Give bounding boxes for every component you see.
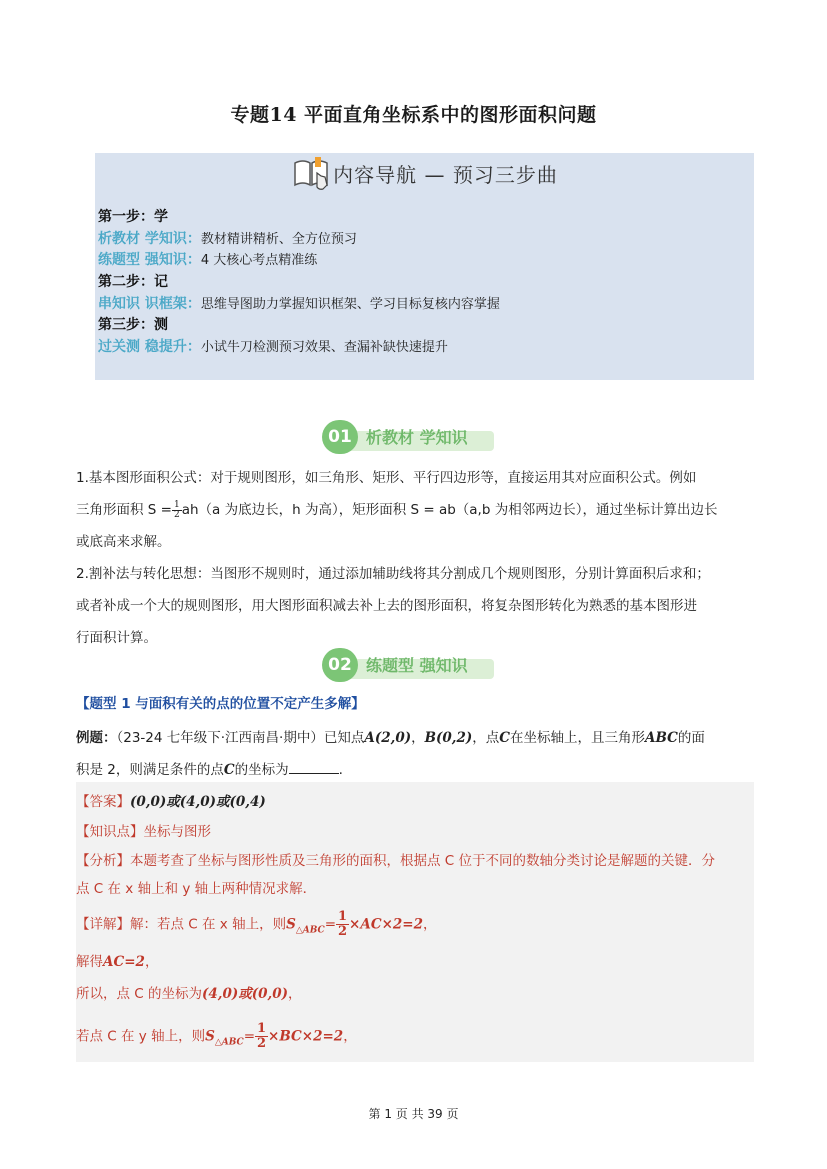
fraction-half [172, 501, 182, 520]
example-text: ，点 [472, 730, 500, 746]
step-tag: 过关测 稳提升： [98, 339, 201, 356]
detail-line [76, 950, 158, 970]
analysis-text: 本题考查了坐标与图形性质及三角形的面积，根据点 C 位于不同的数轴分类讨论是解题的关键．分 [130, 853, 716, 869]
step-description: 思维导图助力掌握知识框架、学习目标复核内容掌握 [200, 296, 500, 312]
area-subscript: △ABC [295, 925, 325, 936]
nav-step-list [98, 207, 500, 359]
page-footer: 第 1 页 共 39 页 [368, 1107, 459, 1121]
nav-step-item [98, 294, 500, 316]
nav-step-item [98, 250, 500, 272]
step-tag: 析教材 学知识： [98, 230, 201, 247]
answer-box [76, 782, 754, 1062]
detail-line: 【详解】解：若点 C 在 x 轴上，则$S_{\triangle ABC}=$ $\frac{1}{2}$ ×AC×2=2， [76, 909, 437, 939]
detail-text: 若点 C 在 y 轴上，则 [76, 1028, 206, 1045]
knowledge-point-label: 【知识点】 [76, 824, 144, 840]
section-badge-02 [322, 648, 498, 682]
nav-step-item [98, 229, 500, 251]
answer-line [76, 790, 266, 810]
example-text: ， [411, 730, 425, 746]
point-c: C [499, 730, 511, 746]
step-label: 第一步：学 [98, 209, 168, 225]
section-number: 02 [322, 648, 358, 682]
step-label: 第二步：记 [98, 274, 168, 291]
example-text: 的坐标为 [234, 762, 289, 778]
step-description: 教材精讲精析、全方位预习 [200, 231, 357, 247]
detail-text: ， [423, 916, 437, 933]
knowledge-point-line [76, 820, 211, 840]
detail-text: ， [343, 1028, 357, 1045]
step-description: 小试牛刀检测预习效果、查漏补缺快速提升 [200, 340, 448, 356]
example-text: 在坐标轴上，且三角形 [510, 730, 646, 746]
triangle-abc: ABC [645, 730, 678, 746]
knowledge-line: 1.基本图形面积公式：对于规则图形，如三角形、矩形、平行四边形等，直接运用其对应面积公式。例如 [76, 470, 697, 486]
knowledge-line: 或底高来求解。 [76, 534, 171, 550]
area-symbol: S [286, 916, 296, 933]
content-navigation-box [95, 153, 754, 380]
example-line [76, 722, 756, 754]
nav-step-item [98, 337, 500, 359]
question-type-title: 【题型 1 与面积有关的点的位置不定产生多解】 [76, 696, 365, 712]
equation: ×BC×2=2 [268, 1028, 344, 1045]
fraction-denominator: 2 [338, 924, 348, 939]
detail-line: 若点 C 在 y 轴上，则$S_{\triangle ABC}=$ $\frac{1}{2}$ ×BC×2=2， [76, 1021, 357, 1051]
point-a: A(2,0) [364, 730, 412, 746]
fraction-numerator: 1 [257, 1021, 267, 1036]
area-symbol: S [205, 1028, 215, 1045]
knowledge-line-part: 三角形面积 S = [76, 502, 172, 518]
book-icon [291, 155, 331, 191]
detail-text: 解：若点 C 在 x 轴上，则 [130, 916, 287, 933]
detail-text: ， [288, 986, 302, 1002]
fraction-numerator: 1 [338, 909, 348, 924]
point-b: B(0,2) [424, 730, 473, 746]
example-text: 的面 [677, 730, 705, 746]
example-text: （23-24 七年级下·江西南昌·期中）已知点 [116, 730, 365, 746]
step-label: 第三步：测 [98, 317, 168, 334]
knowledge-line-part: ah（a 为底边长，h 为高），矩形面积 S = ab（a,b 为相邻两边长），通过坐标计算出边长 [181, 502, 718, 518]
detail-label: 【详解】 [76, 916, 130, 933]
example-label: 例题： [76, 730, 117, 746]
detail-text: 解得 [76, 954, 103, 970]
fraction-half [255, 1022, 268, 1051]
section-title: 析教材 学知识 [366, 428, 468, 447]
analysis-label: 【分析】 [76, 853, 130, 869]
step-description: 4 大核心考点精准练 [200, 253, 318, 269]
fraction-numerator: 1 [173, 499, 180, 510]
knowledge-line: 行面积计算。 [76, 630, 157, 646]
section-number: 01 [322, 420, 358, 454]
answer-value: (0,0)或(4,0)或(0,4) [130, 794, 266, 810]
nav-title: 内容导航 — 预习三步曲 [333, 162, 558, 187]
example-question [76, 722, 756, 786]
nav-step-label [98, 272, 500, 294]
step-tag: 练题型 强知识： [98, 252, 201, 269]
detail-text: 所以，点 C 的坐标为 [76, 986, 203, 1002]
fraction-half [336, 910, 349, 939]
nav-step-label [98, 315, 500, 337]
nav-step-label [98, 207, 500, 229]
step-tag: 串知识 识框架： [98, 295, 201, 312]
knowledge-paragraphs [76, 462, 756, 654]
page-title: 专题14 平面直角坐标系中的图形面积问题 [230, 104, 597, 126]
knowledge-line [76, 494, 756, 526]
answer-label: 【答案】 [76, 794, 130, 810]
equation: ×AC×2=2 [349, 916, 423, 933]
section-badge-01 [322, 420, 498, 454]
analysis-line: 点 C 在 x 轴上和 y 轴上两种情况求解． [76, 881, 317, 897]
knowledge-line: 或者补成一个大的规则图形，用大图形面积减去补上去的图形面积，将复杂图形转化为熟悉的基本图形进 [76, 598, 697, 614]
nav-header [95, 153, 754, 193]
example-text: 积是 2，则满足条件的点 [76, 762, 224, 778]
section-title: 练题型 强知识 [366, 656, 468, 675]
answer-blank [289, 759, 339, 774]
fraction-denominator: 2 [173, 509, 180, 520]
detail-text: ， [144, 954, 159, 970]
analysis-line [76, 849, 715, 869]
fraction-denominator: 2 [257, 1036, 267, 1051]
knowledge-line: 2.割补法与转化思想：当图形不规则时，通过添加辅助线将其分割成几个规则图形，分别计算面积后求和； [76, 566, 710, 582]
equation: AC=2 [103, 954, 145, 970]
knowledge-point-value: 坐标与图形 [143, 824, 211, 840]
point-c: C [223, 762, 235, 778]
detail-line [76, 982, 302, 1002]
area-subscript: △ABC [214, 1037, 244, 1048]
coordinate-result: (4,0)或(0,0) [202, 986, 289, 1002]
example-text: . [338, 762, 343, 778]
